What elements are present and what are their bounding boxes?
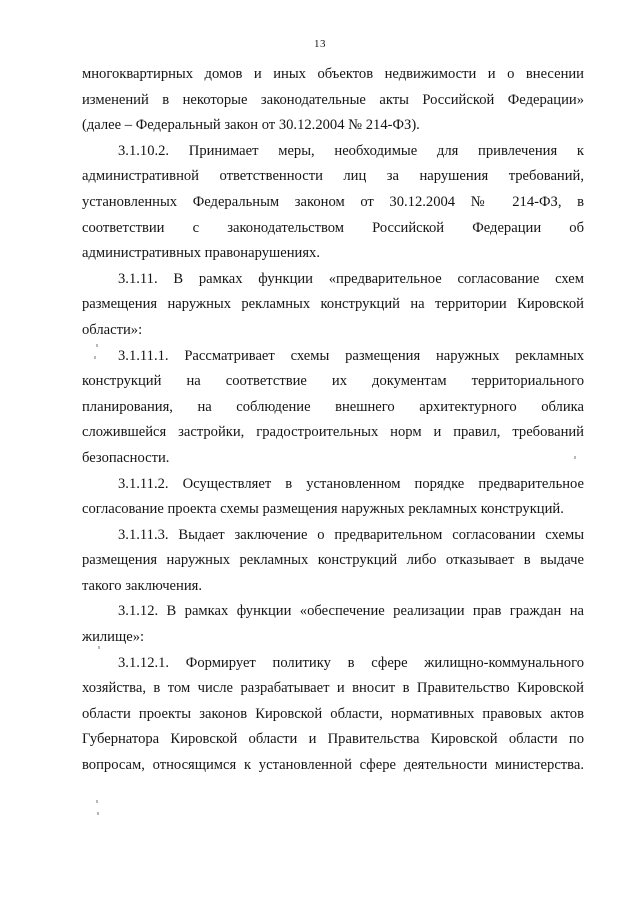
paragraph-3-1-12-1 [82, 651, 584, 779]
text-line: административной ответственности лиц за нарушения требований, [82, 168, 584, 185]
text-line: (далее – Федеральный закон от 30.12.2004 № 214-ФЗ). [82, 117, 420, 134]
text-line: установленных Федеральным законом от 30.12.2004 № 214-ФЗ, в [82, 193, 584, 210]
scan-speck [94, 356, 96, 359]
text-line: 3.1.12. В рамках функции «обеспечение реализации прав граждан на [118, 603, 584, 620]
text-line: размещения наружных рекламных конструкций на территории Кировской [82, 296, 584, 313]
document-body [82, 62, 584, 779]
scan-speck [574, 456, 576, 459]
text-line: Губернатора Кировской области и Правительства Кировской области по [82, 731, 584, 748]
text-line: безопасности. [82, 449, 170, 466]
scan-speck [96, 800, 98, 803]
page-number: 13 [314, 38, 326, 50]
text-line: 3.1.10.2. Принимает меры, необходимые для привлечения к [118, 142, 584, 159]
text-line: административных правонарушениях. [82, 245, 320, 262]
text-line: вопросам, относящимся к установленной сфере деятельности министерства. [82, 757, 584, 774]
text-line: соответствии с законодательством Российской Федерации об [82, 219, 584, 236]
text-line: сложившейся застройки, градостроительных норм и правил, требований [82, 424, 584, 441]
paragraph-3-1-11-1 [82, 344, 584, 472]
text-line: области»: [82, 321, 143, 338]
text-line: области проекты законов Кировской области, нормативных правовых актов [82, 705, 584, 722]
scan-speck [98, 646, 100, 649]
text-line: конструкций на соответствие их документам территориального [82, 373, 584, 390]
text-line: изменений в некоторые законодательные акты Российской Федерации» [82, 91, 584, 108]
text-line: 3.1.11.3. Выдает заключение о предварительном согласовании схемы [118, 526, 584, 543]
text-line: такого заключения. [82, 577, 203, 594]
paragraph-3-1-10-2 [82, 139, 584, 267]
paragraph-3-1-11-3 [82, 523, 584, 600]
text-line: 3.1.11. В рамках функции «предварительное согласование схем [118, 270, 584, 287]
text-line: 3.1.11.1. Рассматривает схемы размещения наружных рекламных [118, 347, 584, 364]
text-line: согласование проекта схемы размещения наружных рекламных конструкций. [82, 501, 564, 518]
scan-speck [97, 812, 99, 815]
paragraph-3-1-12 [82, 599, 584, 650]
text-line: планирования, на соблюдение внешнего архитектурного облика [82, 398, 584, 415]
paragraph-3-1-11-2 [82, 472, 584, 523]
scan-speck [96, 344, 98, 347]
text-line: 3.1.12.1. Формирует политику в сфере жилищно-коммунального [118, 654, 584, 671]
paragraph-continuation [82, 62, 584, 139]
paragraph-3-1-11 [82, 267, 584, 344]
text-line: многоквартирных домов и иных объектов недвижимости и о внесении [82, 66, 584, 82]
text-line: хозяйства, в том числе разрабатывает и вносит в Правительство Кировской [82, 680, 584, 697]
text-line: размещения наружных рекламных конструкций либо отказывает в выдаче [82, 552, 584, 569]
text-line: 3.1.11.2. Осуществляет в установленном порядке предварительное [118, 475, 584, 492]
text-line: жилище»: [82, 629, 145, 646]
